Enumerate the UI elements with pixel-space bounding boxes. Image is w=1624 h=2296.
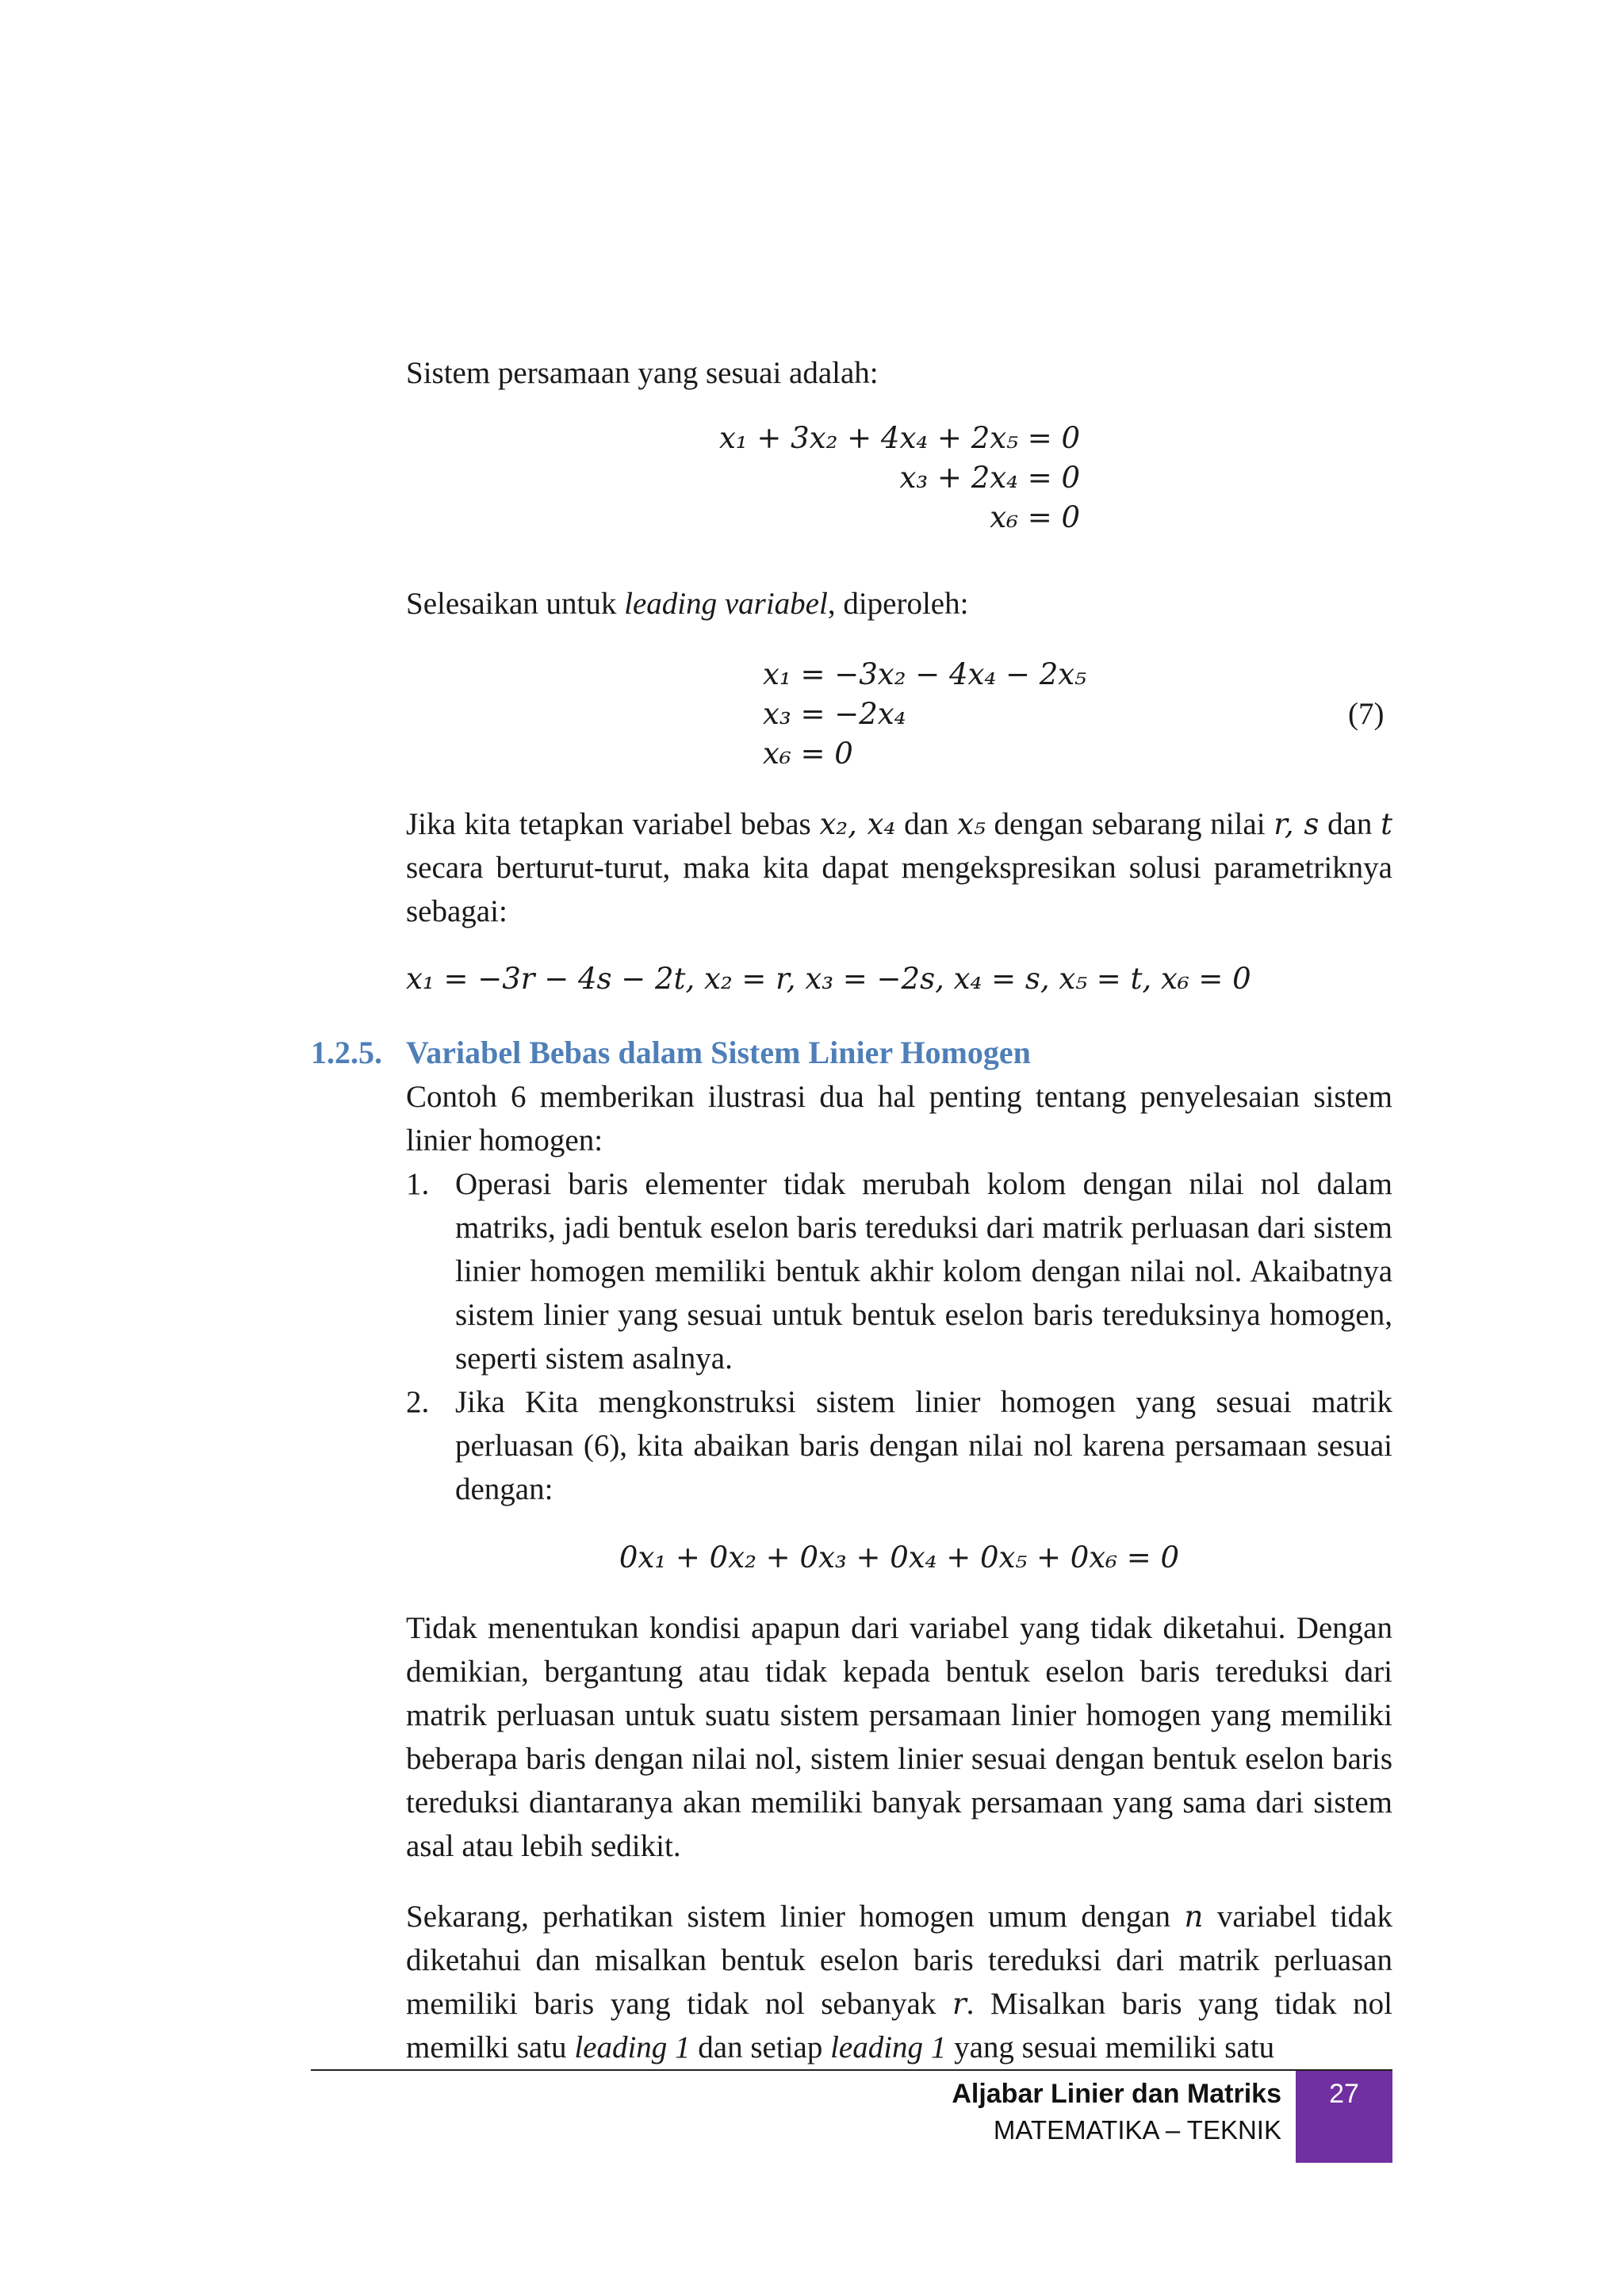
list-item <box>406 1162 1392 1380</box>
conclusion-paragraph: Tidak menentukan kondisi apapun dari variabel yang tidak diketahui. Dengan demikian, bergantung atau tidak kepada bentuk eselon baris tereduksi dari matrik perluasan untuk suatu sistem persamaan linier homogen yang memiliki beberapa baris dengan nilai nol, sistem linier sesuai dengan bentuk eselon baris tereduksi diantaranya akan memiliki banyak persamaan yang sama dari sistem asal atau lebih sedikit. <box>406 1611 1392 1863</box>
footer-divider <box>311 2069 1392 2071</box>
equation-number: (7) <box>1348 697 1385 731</box>
list-marker: 1. <box>406 1167 430 1201</box>
list-item-text: Jika Kita mengkonstruksi sistem linier homogen yang sesuai matrik perluasan (6), kita abaikan baris dengan nilai nol karena persamaan sesuai dengan: <box>455 1385 1392 1506</box>
list-item <box>406 1380 1392 1511</box>
footer-book-title: Aljabar Linier dan Matriks <box>952 2079 1281 2109</box>
section-intro: Contoh 6 memberikan ilustrasi dua hal penting tentang penyelesaian sistem linier homogen: <box>406 1080 1392 1158</box>
general-system-paragraph: Sekarang, perhatikan sistem linier homogen umum dengan n variabel tidak diketahui dan misalkan bentuk eselon baris tereduksi dari matrik perluasan memiliki baris yang tidak nol sebanyak r. Misalkan baris yang tidak nol memilki satu leading 1 dan setiap leading 1 yang sesuai memiliki satu <box>406 1900 1392 2064</box>
page-number: 27 <box>1296 2071 1392 2163</box>
solved-equation-3: x₆ = 0 <box>763 737 853 771</box>
list-item-text: Operasi baris elementer tidak merubah kolom dengan nilai nol dalam matriks, jadi bentuk eselon baris tereduksi dari matrik perluasan dari sistem linier homogen memiliki bentuk akhir kolom dengan nilai nol. Akaibatnya sistem linier yang sesuai untuk bentuk eselon baris tereduksinya homogen, seperti sistem asalnya. <box>455 1167 1392 1376</box>
equation-line-2: x₃ + 2x₄ = 0 <box>899 461 1080 495</box>
footer-subtitle: MATEMATIKA – TEKNIK <box>993 2115 1281 2145</box>
equation-line-3: x₆ = 0 <box>990 500 1080 534</box>
solved-equation-1: x₁ = −3x₂ − 4x₄ − 2x₅ <box>763 657 1086 691</box>
free-variables-paragraph: Jika kita tetapkan variabel bebas x₂, x₄ dan x₅ dengan sebarang nilai r, s dan t secara berturut-turut, maka kita dapat mengekspresikan solusi parametriknya sebagai: <box>406 807 1393 928</box>
section-number: 1.2.5. <box>311 1035 382 1070</box>
equation-line-1: x₁ + 3x₂ + 4x₄ + 2x₅ = 0 <box>718 421 1080 455</box>
parametric-solution: x₁ = −3r − 4s − 2t, x₂ = r, x₃ = −2s, x₄ = s, x₅ = t, x₆ = 0 <box>406 962 1251 996</box>
section-heading <box>311 1031 1031 1074</box>
solved-equation-2: x₃ = −2x₄ <box>763 697 906 731</box>
intro-text: Sistem persamaan yang sesuai adalah: <box>406 356 879 390</box>
leading-variable-intro: Selesaikan untuk leading variabel, diperoleh: <box>406 587 969 621</box>
list-marker: 2. <box>406 1385 430 1419</box>
zero-equation: 0x₁ + 0x₂ + 0x₃ + 0x₄ + 0x₅ + 0x₆ = 0 <box>619 1540 1180 1575</box>
section-title: Variabel Bebas dalam Sistem Linier Homogen <box>406 1035 1031 1070</box>
